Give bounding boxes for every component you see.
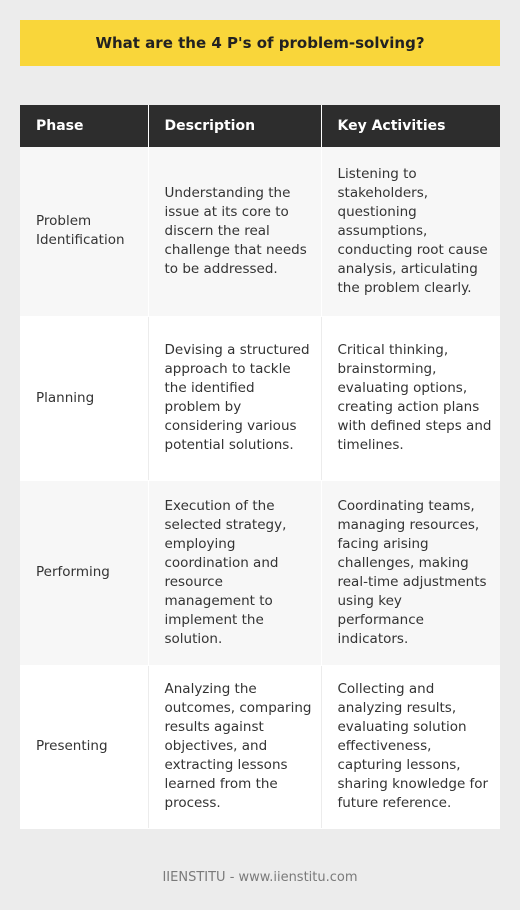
header-description: Description [148,105,321,147]
description-cell: Devising a structured approach to tackle the identified problem by considering various potential solutions. [148,316,321,480]
phase-cell: Performing [20,480,148,665]
phases-table [20,105,500,829]
phase-cell: Presenting [20,665,148,828]
activities-cell: Collecting and analyzing results, evaluating solution effectiveness, capturing lessons, sharing knowledge for future reference. [321,665,500,828]
footer-credit: IIENSTITU - www.iienstitu.com [162,870,358,885]
header-key-activities: Key Activities [321,105,500,147]
description-cell: Execution of the selected strategy, employing coordination and resource management to implement the solution. [148,480,321,665]
table-row [20,147,500,316]
activities-cell: Critical thinking, brainstorming, evaluating options, creating action plans with defined steps and timelines. [321,316,500,480]
phase-cell: Problem Identification [20,147,148,316]
description-cell: Analyzing the outcomes, comparing results against objectives, and extracting lessons learned from the process. [148,665,321,828]
description-cell: Understanding the issue at its core to discern the real challenge that needs to be addressed. [148,147,321,316]
page-title: What are the 4 P's of problem-solving? [95,34,425,52]
table-row [20,480,500,665]
activities-cell: Coordinating teams, managing resources, facing arising challenges, making real-time adjustments using key performance indicators. [321,480,500,665]
activities-cell: Listening to stakeholders, questioning assumptions, conducting root cause analysis, articulating the problem clearly. [321,147,500,316]
table-row [20,316,500,480]
title-banner [20,20,500,66]
header-phase: Phase [20,105,148,147]
table-row [20,665,500,828]
phase-cell: Planning [20,316,148,480]
table-header-row [20,105,500,147]
